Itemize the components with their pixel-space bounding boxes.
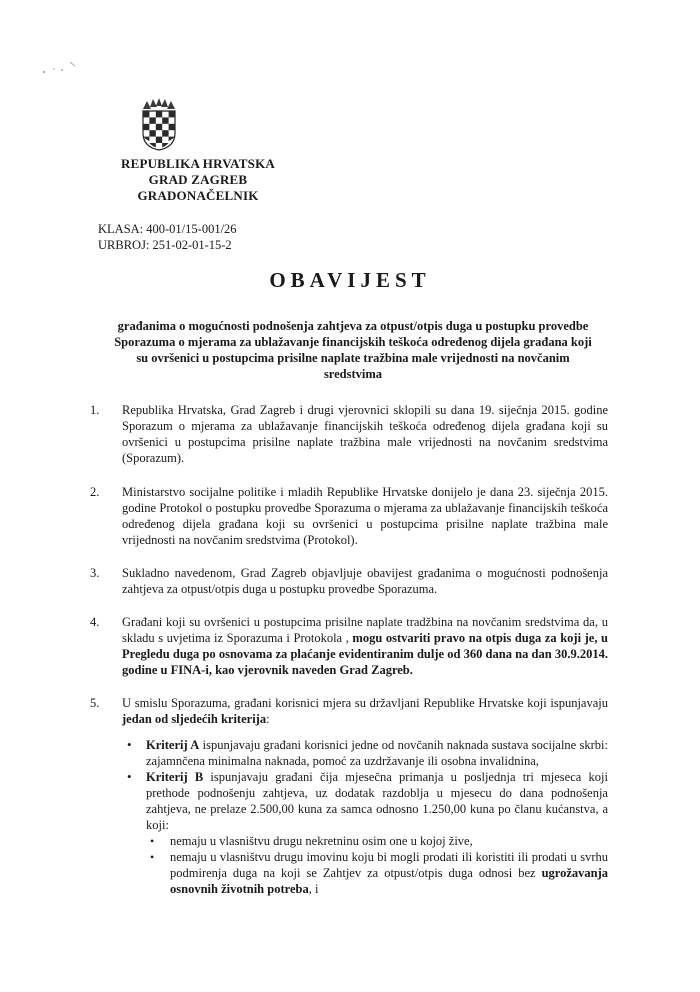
document-title: OBAVIJEST	[269, 268, 431, 292]
criterion-text: ispunjavaju građani čija mjesečna primanja u posljednja tri mjeseca koji prethode podnošenju zahtjeva, uz dodatak razdoblja u mjesecu do dana podnošenja zahtjeva, ne prelaze 2.500,00 kuna za samca odnosno 1.250,00 kuna po članu kućanstva, a koji:	[146, 770, 608, 832]
item-text-bold: jedan od sljedećih kriterija	[122, 712, 267, 726]
scan-marks	[40, 58, 80, 78]
bullet-icon: •	[127, 769, 132, 784]
criteria-list	[122, 737, 608, 897]
issuer-header	[98, 156, 298, 204]
bullet-icon: •	[150, 850, 155, 864]
item-text: Republika Hrvatska, Grad Zagreb i drugi vjerovnici sklopili su dana 19. siječnja 2015. godine Sporazum o mjerama za ublažavanje financijskih teškoća određenog dijela građana koji su ovršenici u postupcima prisilne naplate tražbina male vrijednosti na novčanim sredstvima (Sporazum).	[122, 403, 608, 465]
list-item	[90, 402, 608, 466]
header-line-mayor: GRADONAČELNIK	[137, 188, 259, 203]
header-line-republic: REPUBLIKA HRVATSKA	[120, 156, 275, 171]
list-item	[90, 614, 608, 678]
list-item	[90, 695, 608, 897]
list-item	[90, 565, 608, 597]
sub-criterion-bold: ugrožavanja osnovnih životnih potreba	[170, 866, 608, 896]
document-subtitle: građanima o mogućnosti podnošenja zahtjeva za otpust/otpis duga u postupku provedbe Sporazuma o mjerama za ublažavanje financijskih teškoća određenog dijela građana koji su ovršenici u postupcima prisilne naplate tražbina male vrijednosti na novčanim sredstvima	[114, 319, 592, 381]
urbroj-line: URBROJ: 251-02-01-15-2	[98, 238, 232, 252]
sub-criterion	[146, 833, 608, 849]
sub-criterion-end: , i	[308, 882, 319, 896]
coat-of-arms-icon	[139, 97, 179, 151]
klasa-line: KLASA: 400-01/15-001/26	[98, 222, 237, 236]
sub-criterion-text: nemaju u vlasništvu drugu nekretninu osim one u kojoj žive,	[170, 834, 473, 848]
item-text: U smislu Sporazuma, građani korisnici mjera su državljani Republike Hrvatske koji ispunjavaju	[122, 696, 608, 710]
criterion-a	[122, 737, 608, 769]
reference-numbers	[98, 221, 237, 253]
item-text-bold: mogu ostvariti pravo na otpis duga za koji je, u Pregledu duga po osnovama za plaćanje evidentiranim dulje od 360 dana na dan 30.9.2014. godine u FINA-i, kao vjerovnik naveden Grad Zagreb.	[122, 631, 609, 677]
sub-criterion-text: nemaju u vlasništvu drugu imovinu koju bi mogli prodati ili koristiti ili prodati u svrhu podmirenja duga na koji se Zahtjev za otpust/otpis duga odnosi bez	[170, 850, 608, 880]
item-number: 2.	[90, 485, 100, 499]
numbered-list	[90, 402, 608, 897]
item-number: 1.	[90, 403, 100, 417]
item-text: Građani koji su ovršenici u postupcima prisilne naplate tradžbina na novčanim sredstvima da, u skladu s uvjetima iz Sporazuma i Protokola ,	[122, 615, 608, 645]
sub-criteria-list	[146, 833, 608, 897]
item-number: 4.	[90, 615, 100, 629]
criterion-label: Kriterij A	[146, 738, 200, 752]
bullet-icon: •	[127, 737, 132, 752]
item-number: 5.	[90, 696, 100, 710]
item-text: Ministarstvo socijalne politike i mladih Republike Hrvatske donijelo je dana 23. siječnja 2015. godine Protokol o postupku provedbe Sporazuma o mjerama za ublažavanje financijskih teškoća određenog dijela građana koji su ovršenici u postupcima prisilne naplate tražbina male vrijednosti na novčanim sredstvima (Protokol).	[122, 485, 608, 547]
bullet-icon: •	[150, 834, 155, 848]
item-text-end: :	[266, 712, 270, 726]
item-number: 3.	[90, 566, 100, 580]
header-line-city: GRAD ZAGREB	[148, 172, 248, 187]
criterion-text: ispunjavaju građani korisnici jedne od novčanih naknada sustava socijalne skrbi: zajamnčena minimalna naknada, pomoć za uzdržavanje ili osobna invalidnina,	[146, 738, 608, 768]
criterion-b	[122, 769, 608, 897]
sub-criterion	[146, 849, 608, 897]
item-text: Sukladno navedenom, Grad Zagreb objavljuje obavijest građanima o mogućnosti podnošenja zahtjeva za otpust/otpis duga u postupku provedbe Sporazuma.	[122, 566, 608, 596]
criterion-label: Kriterij B	[146, 770, 204, 784]
list-item	[90, 484, 608, 548]
